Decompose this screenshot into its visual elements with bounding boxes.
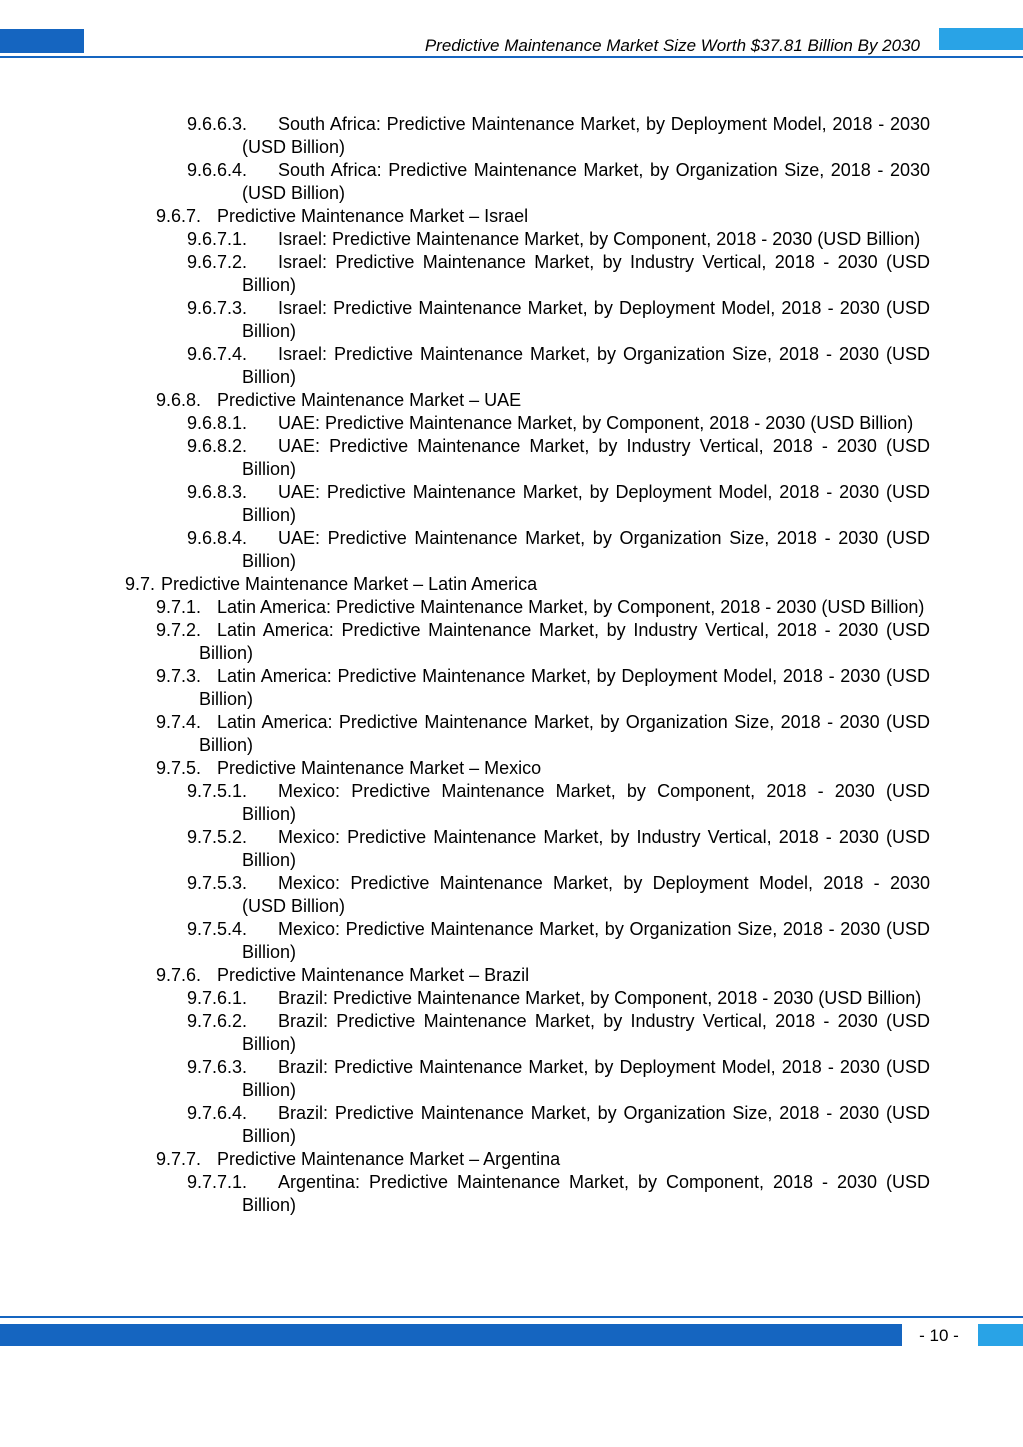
toc-entry-text: Israel: Predictive Maintenance Market, by Industry Vertical, 2018 - 2030 (USD Billion) bbox=[242, 252, 930, 295]
toc-entry bbox=[0, 1010, 1023, 1056]
toc-entry-number: 9.7.5.4. bbox=[187, 919, 248, 939]
page-number: - 10 - bbox=[919, 1326, 959, 1345]
toc-entry-number: 9.7.5.3. bbox=[187, 873, 248, 893]
toc-entry-number: 9.7. bbox=[125, 574, 156, 594]
toc-entry-text: Predictive Maintenance Market – Israel bbox=[217, 206, 529, 226]
toc-entry-number: 9.7.5.1. bbox=[187, 781, 248, 801]
toc-entry-text: Brazil: Predictive Maintenance Market, by Industry Vertical, 2018 - 2030 (USD Billion) bbox=[242, 1011, 930, 1054]
toc-entry bbox=[0, 826, 1023, 872]
toc-entry-text: Predictive Maintenance Market – Brazil bbox=[217, 965, 530, 985]
toc-entry-text: Brazil: Predictive Maintenance Market, by Organization Size, 2018 - 2030 (USD Billion) bbox=[242, 1103, 930, 1146]
toc-entry-text: Mexico: Predictive Maintenance Market, by Deployment Model, 2018 - 2030 (USD Billion) bbox=[242, 873, 930, 916]
toc-entry-text: Israel: Predictive Maintenance Market, by Deployment Model, 2018 - 2030 (USD Billion) bbox=[242, 298, 930, 341]
toc-entry-number: 9.6.7. bbox=[156, 206, 202, 226]
header-accent-right bbox=[939, 28, 1023, 50]
footer-accent-right bbox=[978, 1324, 1023, 1346]
toc-entry-number: 9.7.4. bbox=[156, 712, 202, 732]
toc-entry-text: Latin America: Predictive Maintenance Market, by Deployment Model, 2018 - 2030 (USD Billion) bbox=[199, 666, 930, 709]
toc-entry-number: 9.6.8.2. bbox=[187, 436, 248, 456]
toc-entry-number: 9.7.6.3. bbox=[187, 1057, 248, 1077]
toc-entry bbox=[0, 987, 1023, 1010]
toc-entry bbox=[0, 1056, 1023, 1102]
toc-entry-text: South Africa: Predictive Maintenance Market, by Deployment Model, 2018 - 2030 (USD Billion) bbox=[242, 114, 930, 157]
toc-entry-text: Latin America: Predictive Maintenance Market, by Industry Vertical, 2018 - 2030 (USD Billion) bbox=[199, 620, 930, 663]
toc-entry-text: Mexico: Predictive Maintenance Market, by Industry Vertical, 2018 - 2030 (USD Billion) bbox=[242, 827, 930, 870]
toc-entry bbox=[0, 251, 1023, 297]
toc-entry bbox=[0, 343, 1023, 389]
toc-entry-text: Predictive Maintenance Market – Latin America bbox=[161, 574, 538, 594]
toc-entry-number: 9.7.6. bbox=[156, 965, 202, 985]
toc-entry-text: South Africa: Predictive Maintenance Market, by Organization Size, 2018 - 2030 (USD Billion) bbox=[242, 160, 930, 203]
toc-entry-number: 9.6.7.3. bbox=[187, 298, 248, 318]
toc-entry bbox=[0, 573, 1023, 596]
toc-entry-text: Predictive Maintenance Market – Mexico bbox=[217, 758, 542, 778]
toc-entry-number: 9.6.7.1. bbox=[187, 229, 248, 249]
toc-entry-text: Latin America: Predictive Maintenance Market, by Organization Size, 2018 - 2030 (USD Billion) bbox=[199, 712, 930, 755]
toc-entry-text: UAE: Predictive Maintenance Market, by Deployment Model, 2018 - 2030 (USD Billion) bbox=[242, 482, 930, 525]
toc-entry-text: Latin America: Predictive Maintenance Market, by Component, 2018 - 2030 (USD Billion) bbox=[217, 597, 925, 617]
toc-entry bbox=[0, 619, 1023, 665]
toc-entry bbox=[0, 481, 1023, 527]
toc-entry bbox=[0, 412, 1023, 435]
toc-entry-number: 9.6.7.4. bbox=[187, 344, 248, 364]
toc-entry bbox=[0, 205, 1023, 228]
toc-entry-number: 9.7.5. bbox=[156, 758, 202, 778]
toc-entry bbox=[0, 228, 1023, 251]
toc-entry bbox=[0, 596, 1023, 619]
toc-entry-number: 9.6.7.2. bbox=[187, 252, 248, 272]
toc-entry-number: 9.7.3. bbox=[156, 666, 202, 686]
footer-rule bbox=[0, 1316, 1023, 1318]
toc-entry bbox=[0, 780, 1023, 826]
toc-entry-text: Israel: Predictive Maintenance Market, by Component, 2018 - 2030 (USD Billion) bbox=[278, 229, 921, 249]
header-accent-left bbox=[0, 29, 84, 53]
toc-entry-text: UAE: Predictive Maintenance Market, by Component, 2018 - 2030 (USD Billion) bbox=[278, 413, 914, 433]
toc-entry-number: 9.7.7.1. bbox=[187, 1172, 248, 1192]
toc-entry-text: Mexico: Predictive Maintenance Market, by Component, 2018 - 2030 (USD Billion) bbox=[242, 781, 930, 824]
toc-entry-text: UAE: Predictive Maintenance Market, by Organization Size, 2018 - 2030 (USD Billion) bbox=[242, 528, 930, 571]
toc-entry bbox=[0, 527, 1023, 573]
header-rule bbox=[0, 56, 1023, 58]
toc-entry bbox=[0, 159, 1023, 205]
toc-entry-number: 9.7.6.4. bbox=[187, 1103, 248, 1123]
toc-entry-number: 9.6.6.3. bbox=[187, 114, 248, 134]
toc-entry-number: 9.7.7. bbox=[156, 1149, 202, 1169]
toc-entry-number: 9.6.8. bbox=[156, 390, 202, 410]
toc-entry bbox=[0, 711, 1023, 757]
toc-entry-text: Mexico: Predictive Maintenance Market, by Organization Size, 2018 - 2030 (USD Billion) bbox=[242, 919, 930, 962]
toc-entry bbox=[0, 964, 1023, 987]
toc-entry bbox=[0, 435, 1023, 481]
toc-entry bbox=[0, 665, 1023, 711]
toc-entry-number: 9.7.5.2. bbox=[187, 827, 248, 847]
toc-entry bbox=[0, 113, 1023, 159]
toc-entry bbox=[0, 297, 1023, 343]
toc-entry-number: 9.6.8.3. bbox=[187, 482, 248, 502]
toc-entry-text: Israel: Predictive Maintenance Market, by Organization Size, 2018 - 2030 (USD Billion) bbox=[242, 344, 930, 387]
toc-entry-number: 9.7.6.2. bbox=[187, 1011, 248, 1031]
toc-entry-number: 9.6.8.4. bbox=[187, 528, 248, 548]
toc-entry bbox=[0, 918, 1023, 964]
toc-entry bbox=[0, 389, 1023, 412]
header-title: Predictive Maintenance Market Size Worth $37.81 Billion By 2030 bbox=[424, 36, 920, 55]
toc-entry bbox=[0, 872, 1023, 918]
toc-entry-text: Brazil: Predictive Maintenance Market, by Component, 2018 - 2030 (USD Billion) bbox=[278, 988, 922, 1008]
toc-entry bbox=[0, 757, 1023, 780]
toc-entry-text: Predictive Maintenance Market – Argentina bbox=[217, 1149, 561, 1169]
toc-entry-number: 9.7.1. bbox=[156, 597, 202, 617]
toc-entry-text: UAE: Predictive Maintenance Market, by Industry Vertical, 2018 - 2030 (USD Billion) bbox=[242, 436, 930, 479]
toc-entry-number: 9.6.6.4. bbox=[187, 160, 248, 180]
toc-entry-text: Brazil: Predictive Maintenance Market, by Deployment Model, 2018 - 2030 (USD Billion) bbox=[242, 1057, 930, 1100]
toc-entry-number: 9.7.2. bbox=[156, 620, 202, 640]
toc-entry-text: Argentina: Predictive Maintenance Market, by Component, 2018 - 2030 (USD Billion) bbox=[242, 1172, 930, 1215]
toc-entry-number: 9.6.8.1. bbox=[187, 413, 248, 433]
toc-entry bbox=[0, 1171, 1023, 1217]
toc-entry-text: Predictive Maintenance Market – UAE bbox=[217, 390, 522, 410]
toc-entry bbox=[0, 1148, 1023, 1171]
table-of-contents bbox=[0, 113, 1023, 1217]
toc-entry bbox=[0, 1102, 1023, 1148]
footer-bar bbox=[0, 1324, 902, 1346]
toc-entry-number: 9.7.6.1. bbox=[187, 988, 248, 1008]
